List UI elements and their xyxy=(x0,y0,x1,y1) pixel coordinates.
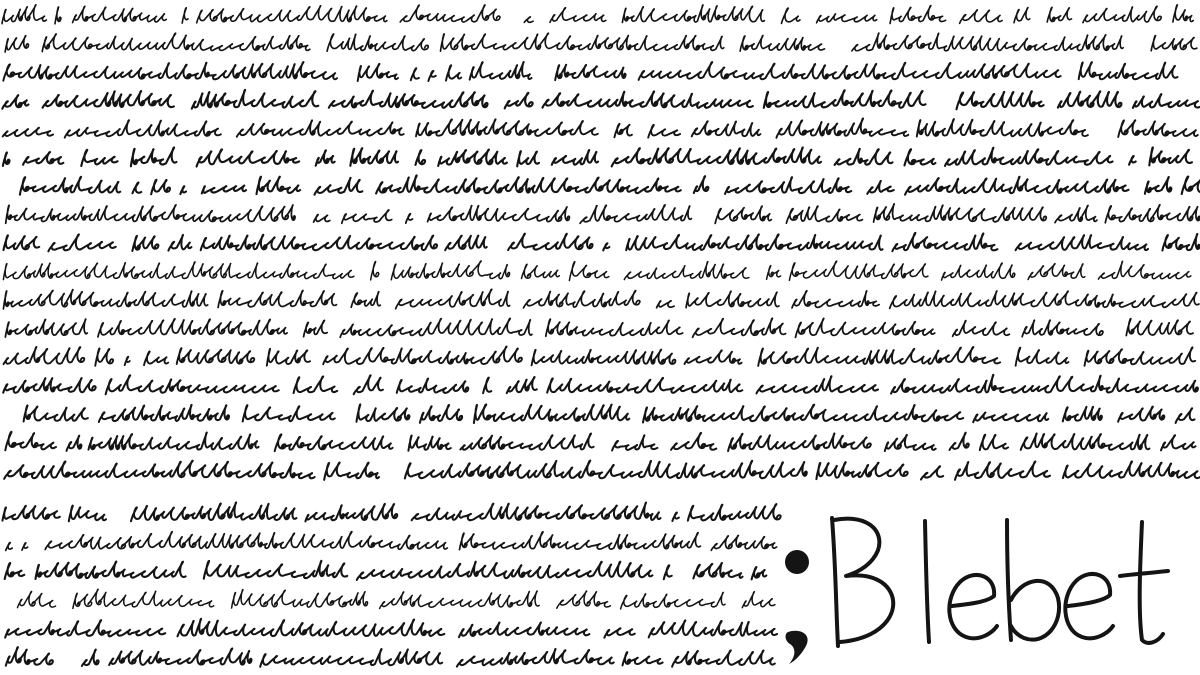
semicolon-dot xyxy=(785,550,809,574)
